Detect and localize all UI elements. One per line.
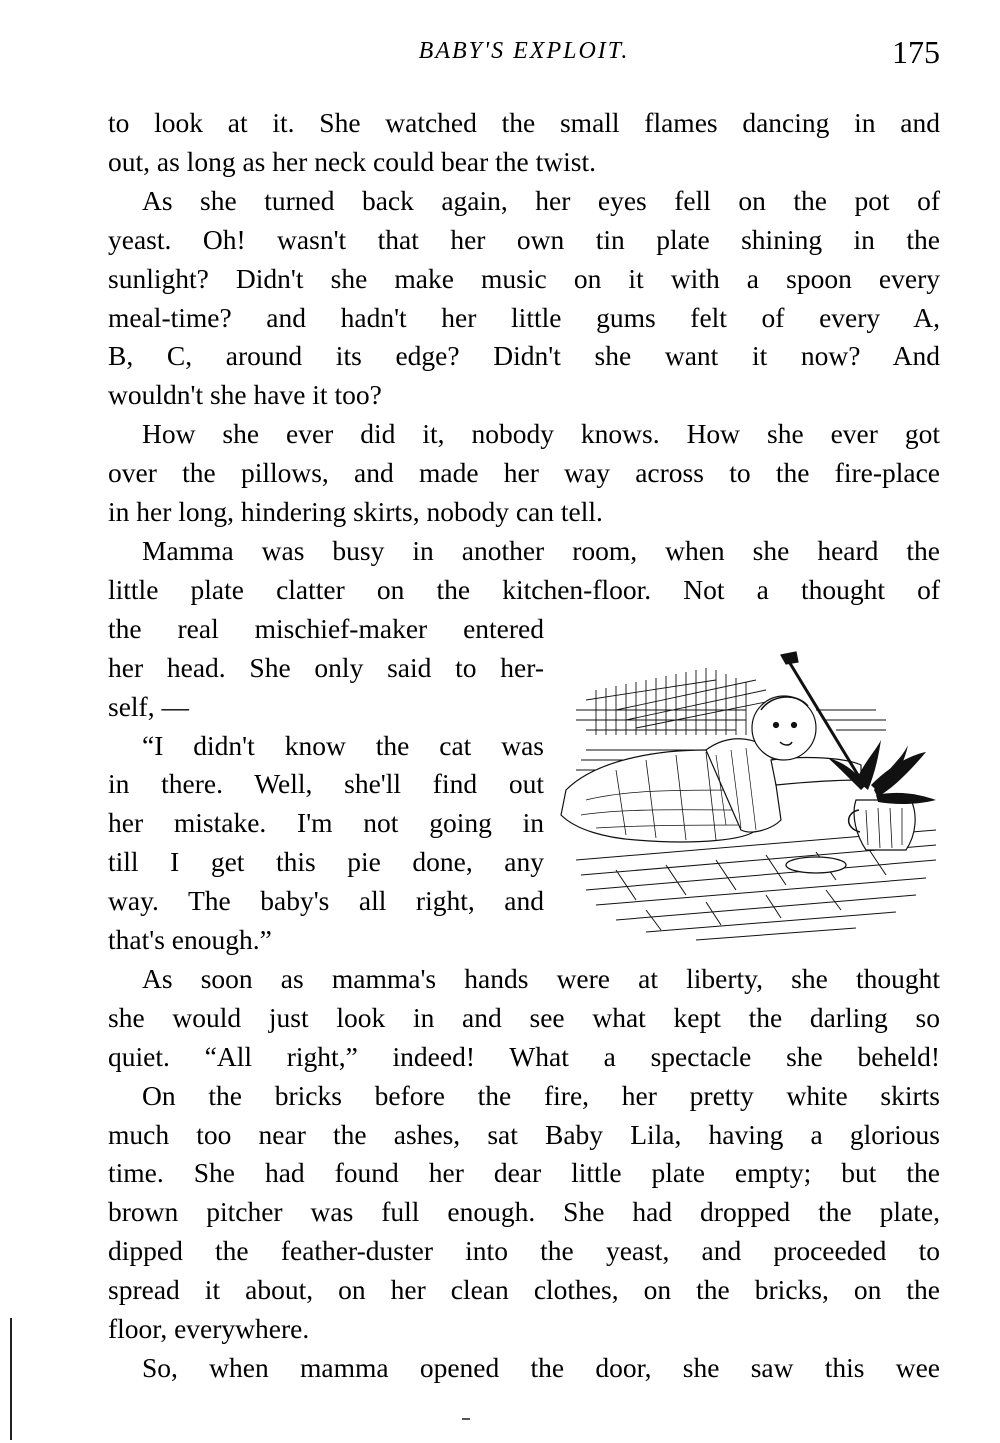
text-line: out, as long as her neck could bear the twist.: [108, 145, 596, 177]
bottom-mark: [462, 1418, 470, 1420]
text-line: As soon as mamma's hands were at liberty, she thought: [142, 962, 940, 994]
paragraph-1: [108, 104, 940, 182]
paragraph-8: [108, 1349, 940, 1388]
text-line: quiet. “All right,” indeed! What a spectacle she beheld!: [108, 1040, 940, 1072]
text-line: much too near the ashes, sat Baby Lila, having a glorious: [108, 1118, 940, 1150]
text-line: till I get this pie done, any: [108, 846, 544, 878]
text-line: time. She had found her dear little plate empty; but the: [108, 1157, 940, 1189]
text-line: she would just look in and see what kept the darling so: [108, 1001, 940, 1033]
running-title: BABY'S EXPLOIT.: [418, 38, 630, 64]
text-line: How she ever did it, nobody knows. How she ever got: [142, 418, 940, 450]
baby-with-feather-duster-icon: [556, 640, 942, 950]
baby-head: [752, 696, 816, 760]
paragraph-6: [108, 960, 940, 1077]
text-line: B, C, around its edge? Didn't she want it now? And: [108, 340, 940, 372]
text-line: On the bricks before the fire, her pretty white skirts: [142, 1079, 940, 1111]
margin-rule: [10, 1318, 12, 1440]
text-line: meal-time? and hadn't her little gums felt of every A,: [108, 301, 940, 333]
text-line: way. The baby's all right, and: [108, 885, 544, 917]
text-line: her mistake. I'm not going in: [108, 807, 544, 839]
text-line: sunlight? Didn't she make music on it with a spoon every: [108, 262, 940, 294]
text-line: over the pillows, and made her way across to the fire-place: [108, 457, 940, 489]
text-line: brown pitcher was full enough. She had dropped the plate,: [108, 1196, 940, 1228]
tin-plate: [786, 857, 846, 873]
text-line: little plate clatter on the kitchen-floor. Not a thought of: [108, 573, 940, 605]
text-line: As she turned back again, her eyes fell on the pot of: [142, 184, 940, 216]
page-number: 175: [892, 34, 940, 70]
text-line: spread it about, on her clean clothes, on the bricks, on the: [108, 1274, 940, 1306]
text-line: “I didn't know the cat was: [142, 729, 544, 761]
paragraph-3: [108, 415, 940, 532]
text-line: the real mischief-maker entered: [108, 612, 544, 644]
text-line: yeast. Oh! wasn't that her own tin plate shining in the: [108, 223, 940, 255]
text-line: in her long, hindering skirts, nobody can tell.: [108, 496, 603, 528]
paragraph-7: [108, 1077, 940, 1349]
text-line: to look at it. She watched the small flames dancing in and: [108, 107, 940, 138]
text-line: that's enough.”: [108, 924, 272, 956]
text-line: self, —: [108, 690, 189, 722]
running-head: [108, 34, 940, 74]
text-line: dipped the feather-duster into the yeast, and proceeded to: [108, 1235, 940, 1267]
text-line: floor, everywhere.: [108, 1313, 310, 1345]
text-line: her head. She only said to her-: [108, 651, 544, 683]
text-line: in there. Well, she'll find out: [108, 768, 544, 800]
baby-engraving-illustration: [556, 640, 942, 950]
text-line: wouldn't she have it too?: [108, 379, 382, 411]
text-line: So, when mamma opened the door, she saw this wee: [142, 1352, 940, 1383]
text-line: Mamma was busy in another room, when she heard the: [142, 534, 940, 566]
paragraph-2: [108, 182, 940, 415]
pitcher: [854, 800, 915, 850]
